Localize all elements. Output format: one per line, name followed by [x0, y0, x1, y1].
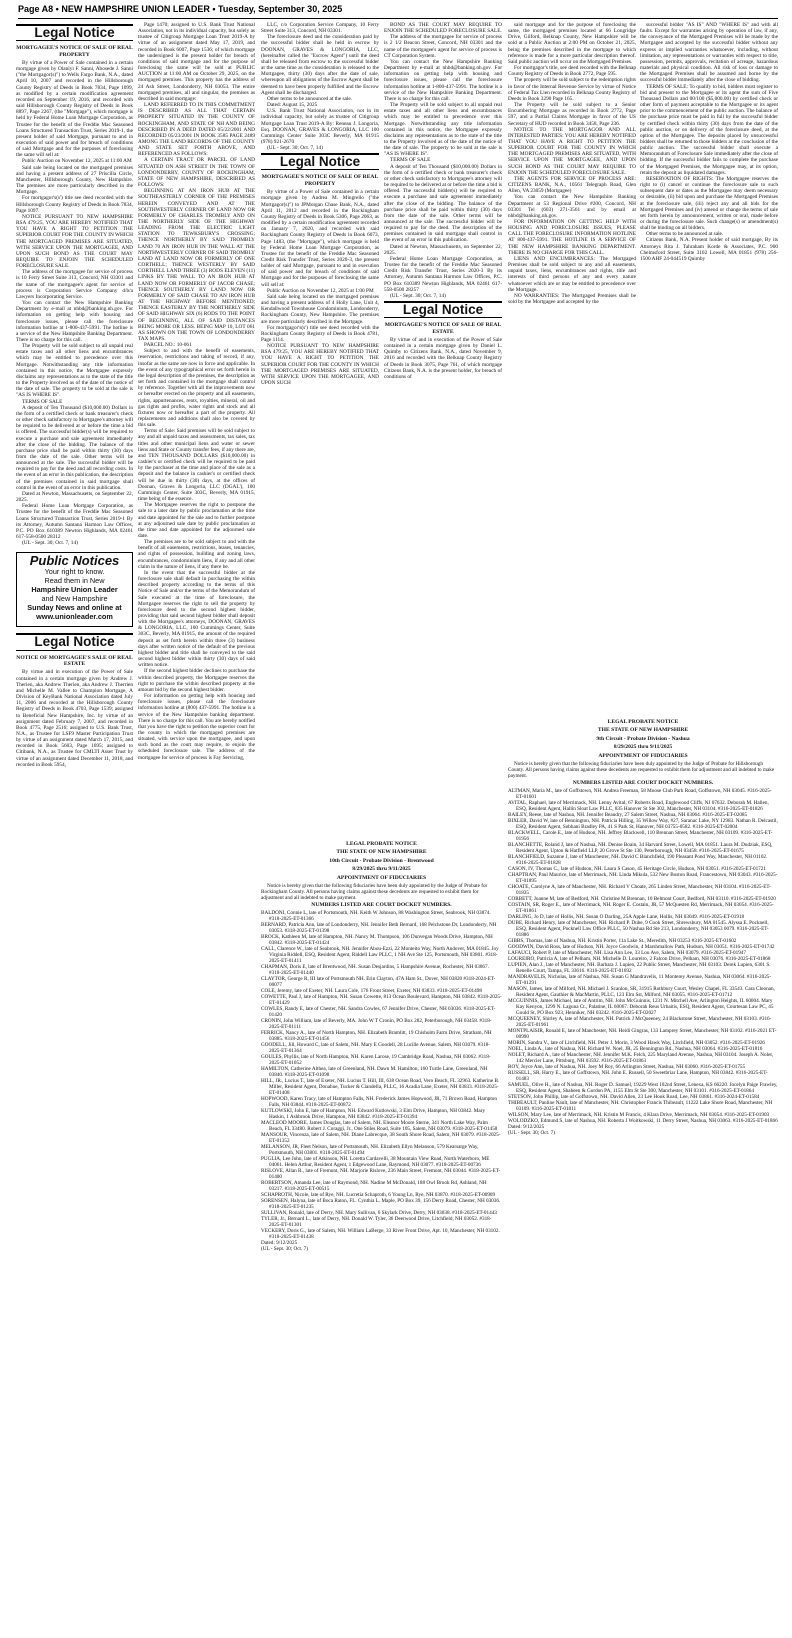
- probate-title: LEGAL PROBATE NOTICE: [346, 841, 417, 847]
- notice-paragraph: For information on getting help with housing and foreclosure issues, please call the foreclosure information hotline at (800) 437-5991. The hotline is a service of the New Hampshire banking department. There is no charge for this call. You are hereby notified that you have the right to petition the superior court for the county in which the mortgaged premises are situated, with service upon the mortgagee, and upon such bond as the court may require, to enjoin the scheduled foreclosure sale. The address of the mortgagee for service of process is Fay Servicing,: [138, 693, 255, 761]
- probate-list-title: NUMBERS LISTED ARE COURT DOCKET NUMBERS.: [572, 780, 714, 787]
- probate-entry: MASON, James, late of Milford, NH. Michael J. Scanlon, SR, 31915 Rothbury Court, Wesley Chapel, FL 33543. Cara Cloonan, Resident Agent, Gauthier & MacMartin, PLLC, 123 Elm Sst, Milford, NH 03055. #316-2025-ET-01712: [508, 986, 775, 999]
- probate-entry: COWETTE, Paul J, late of Hampton, NH. Susan Cowette, 813 Ocean Boulevard, Hampton, NH 03842. #318-2025-ET-01429: [261, 994, 502, 1007]
- notice-paragraph: For mortgagor's(s') title see deed recorded with the Rockingham County Registry of Deeds in Book 4781, Page 1114.: [261, 324, 379, 343]
- notice-paragraph: A deposit of Ten Thousand ($10,000.00) Dollars in the form of a certified check or bank treasurer's check or other check satisfactory to Mortgagee's attorney will be required to be delivered at or before the time a bid is offered. The successful bidder(s) will be required to execute a purchase and sale agreement immediately after the close of the bidding. The balance of the purchase price shall be paid within thirty (30) days from the date of the sale. Other terms will be announced at the sale. The successful bidder will be required to pay for the deed and all recording costs. In the event of an error in this publication, the description of the premises contained in said mortgage shall control in the event of an error in this publication.: [16, 404, 133, 491]
- probate-entry: KUTLOWSKI, John E, late of Hampton, NH. Edward Kutlowski, 3 Elm Drive, Hampton, NH 03842. Mary Haskin, 1 Ashbrook Drive, Hampton, NH 03842. #318-2025-ET-01394: [261, 1108, 486, 1121]
- legal-notice-heading: Legal Notice: [261, 153, 379, 170]
- notice-paragraph: (UL - Sept. 30; Oct. 7, 14): [22, 540, 78, 547]
- notice-paragraph: TERMS OF SALE: [22, 398, 63, 405]
- notice-title: MORTGAGEE'S NOTICE OF SALE OF REAL PROPERTY: [16, 45, 133, 58]
- probate-entries: [508, 788, 778, 1124]
- promo-line: Read them in New: [44, 576, 105, 586]
- probate-entry: MANDRAVELIS, Nicholas, late of Nashua, NH. Susan G Mandravelis, 11 Monterey Avenue, Nashua, NH 03064. #316-2025-ET-01291: [508, 974, 772, 987]
- probate-entry: MANSOUR, Vincenza, late of Salem, NH. Diane Labrecque, 38 South Shore Road, Salem, NH 03079. #318-2025-ET-01352: [261, 1132, 501, 1145]
- probate-entry: COWLES, Randy E, late of Chester, NH. Sandra Cowles, 67 Jennifer Drive, Chester, NH 03036. #318-2025-ET-01420: [261, 1006, 496, 1019]
- probate-notice-nashua: [508, 718, 778, 1630]
- notice-title: MORTGAGEE'S NOTICE OF SALE OF REAL ESTATE: [384, 322, 502, 335]
- probate-entry: CRONIN, John William, late of Beverly, MA. John W T Cronin, PO Box 282, Peterborough, NH 03458. #318-2025-ET-01111: [261, 1018, 492, 1031]
- probate-entry: MCQUEENEY, Shirley A, late of Manchester, NH. Patrick J McQueeney, 24 Blackstone Street, Manchester, NH 03103. #316-2025-ET-01961: [508, 1016, 772, 1029]
- probate-entry: BALDONI, Connie L, late of Portsmouth, NH. Keith W Johnson, 88 Washington Street, Seabrook, NH 03874. #318-2025-ET-01366: [261, 910, 491, 923]
- probate-entry: MACLEOD MOORE, James Douglas, late of Salem, NH. Eleanor Moore Sterne, 341 North Lake Way, Palm Beach, FL 33480. Robert J. Coraggi, Jr., One Stiles Road, Suite 105, Salem, NH 03079. #318-2025-ET-01458: [261, 1120, 498, 1133]
- notice-body: [16, 60, 133, 546]
- notice-paragraph: The premises are to be sold subject to and with the benefit of all easements, restrictions, leases, tenancies, and rights of possession, building and zoning laws, encumbrances, condominium liens, if any and all other claim in the nature of liens, if any there be.: [138, 539, 255, 570]
- notice-paragraph: Other terms to be announced at the sale.: [267, 95, 353, 102]
- probate-entry: RISLOVE, Allan R., late of Fremont, NH. Marjorie Rislove, 236 Main Street, Fremont, NH 03044. #318-2025-ET-01400: [261, 1168, 501, 1181]
- probate-entry: ALTMAN, Maria M., late of Goffstown, NH. Andrea Freeman, 58 Moose Club Park Road, Goffstown, NH 03045. #316-2025-ET-01601: [508, 788, 772, 801]
- notice-paragraph: Subject to and with the benefit of easements, reservation, restrictions and taking of record, if any, insofar as the same are now in force and applicable. In the event of any typographical error set forth herein in the legal description of the premises, the description as set forth and contained in the mortgage shall control by reference. Together with all the improvements now or hereafter erected on the property and all easements, rights, appurtenances, rents, royalties, mineral, oil and gas rights and profits, water rights and stock and all fixtures now or hereafter a part of the property. All replacements and additions shall also be covered by this sale.: [138, 348, 255, 429]
- notice-paragraph: Dated at Newton, Massachusetts, on September 22, 2025.: [384, 243, 502, 256]
- notice-paragraph: (UL - Sept. 30; Oct. 7, 14): [390, 292, 446, 299]
- promo-line: Hampshire Union Leader: [31, 585, 118, 595]
- probate-entry: ROBERTSON, Amanda Lee, late of Raymond, NH. Nadine M McDonald, 188 Owl Brook Rd, Ashland, NH 03217. #318-2025-ET-00515: [261, 1180, 487, 1193]
- notice-body: [508, 22, 636, 305]
- notice-paragraph: A CERTAIN TRACT OR PARCEL OF LAND SITUATED ON ASH STREET IN THE TOWN OF LONDONDERRY, COUNTY OF ROCKINGHAM, STATE OF NEW HAMPSHIRE, DESCRIBED AS FOLLOWS:: [138, 157, 255, 189]
- probate-entry: HILL, JR., Lucius T., late of Exeter, NH. Lucius T. Hill, III, 638 Ocean Road, Vero Beach, FL 32963. Katherine B. Miller, Resident Agent, Donahue, Tucker & Ciandella, PLLC, 16 Acadia Lane, Exeter, NH 03833. #318-2025-ET-01408: [261, 1078, 500, 1097]
- notice-paragraph: Terms of Sale: Said premises will be sold subject to any and all unpaid taxes and assessments, tax sales, tax titles and other municipal liens and water or sewer liens and State or County transfer fees, if any there are, and TEN THOUSAND DOLLARS ($10,000.00) in cashier's or certified check will be required to be paid by the purchaser at the time and place of the sale as a deposit and the balance in cashier's or certified check will be due in thirty (30) days, at the offices of Doonan, Graves & Longoria, LLC (DGAL'), 100 Cummings Center, Suite 303C, Beverly, MA 01915, time being of the essence.: [138, 428, 255, 503]
- promo-title: Public Notices: [29, 553, 120, 569]
- notice-paragraph: The Property will be sold subject to all unpaid real estate taxes and all other liens and encumbrances which may be entitled to precedence over this Mortgage. Notwithstanding any title information contained in this notice, the Mortgagee expressly disclaims any representations as to the state of the title to the Property involved as of the date of the notice of the date of sale. The property to be sold at the sale is "AS IS WHERE IS".: [384, 102, 502, 158]
- probate-entry: NOEL, Linda A., late of Nashua, NH. Richard W. Noel, JR, 25 Bennington Rd., Nashua, NH 03064. #316-2025-ET-01816: [508, 1046, 763, 1053]
- legal-notice-heading: Legal Notice: [16, 24, 133, 41]
- probate-entry: SORENSEN, Halyna, late of Boca Raton, FL. Cynthia L. Maple, PO Box 39, 156 Derry Road, Chester, NH 03036. #318-2025-ET-01235: [261, 1198, 501, 1211]
- probate-entry: BIXLER, David W, late of Bennington, NH. Patricia Hilling, 35 Willow Way, #27, Saranac Lake, NY 12983. Nathan R. Delcastil, ESQ, Resident Agent, Sobhani Bradley PA, 41 S Park St, Hanover, NH 03755-0582. #316-2025-ET-02004: [508, 818, 778, 831]
- column-4: [384, 22, 502, 834]
- notice-paragraph: Other terms to be announced at sale.: [646, 231, 724, 238]
- notice-paragraph: FOR INFORMATION ON GETTING HELP WITH HOUSING AND FORECLOSURE ISSUES, PLEASE CALL THE FORECLOSURE INFORMATION HOTLINE AT 800-437-5991. THE HOTLINE IS A SERVICE OF THE NEW HAMPSHIRE BANKING DEPARTMENT. THERE IS NO CHARGE FOR THIS CALL.: [508, 219, 636, 256]
- notice-paragraph: Said sale being located on the mortgaged premises and having a present address of 4 Holly Lane, Unit 4, Kendallwood Townhouse Condominium, Londonderry, Rockingham County, New Hampshire. The premises are more particularly described in the Mortgage.: [261, 293, 379, 325]
- probate-entry: COSTAIN, SR, Roger E., late of Merrimack, NH. Roger E. Costain, JR, 57 McQuesten Rd, Merrimack, NH 03054. #316-2025-ET-01861: [508, 902, 774, 915]
- notice-title: NOTICE OF MORTGAGEE'S SALE OF REAL ESTATE: [16, 654, 133, 668]
- probate-entry: DUBE, Richard Henry, late of Manchester, NH. Richard P. Dube, 9 Cook Street, Shrewsbury, MA 01545. Alyssa E. Pocknell, ESQ, Resident Agent, Pocknell Law Office PLLC, 50 Nashua Rd Ste 213, Londonderry, NH 03053 0079. #316-2025-ET-01886: [508, 920, 769, 939]
- notice-body: [384, 337, 502, 380]
- probate-section: APPOINTMENT OF FIDUCIARIES: [336, 874, 427, 881]
- notice-paragraph: LLC, c/o Corporation Service Company, 10 Ferry Street Suite 313, Concord, NH 03301.: [261, 22, 379, 35]
- page-header: [18, 4, 778, 19]
- notice-paragraph: RESERVATION OF RIGHTS: The Mortgagee reserves the right to (i) cancel or continue the foreclosure sale to such subsequent date or dates as the Mortgagee may deem necessary or desirable, (ii) bid upon and purchase the Mortgaged Premises at the foreclosure sale, (iii) reject any and all bids for the Mortgaged Premises and (iv) amend or change the terms of sale set forth herein by announcement, written or oral, made before or during the foreclosure sale. Such change(s) or amendment(s) shall be binding on all bidders.: [640, 175, 778, 232]
- notice-paragraph: U.S. Bank Trust National Association, not in its individual capacity, but solely as trustee of Citigroup Mortgage Loan Trust 2019-A By: Reneau J. Longoria, Esq. DOONAN, GRAVES & LONGORIA, LLC 100 Cummings Center Suite 303C Beverly, MA 01915 (978) 921-2670: [261, 108, 379, 145]
- probate-entry: MORIN, Sandra V., late of Litchfield, NH. Peter J. Morin, 3 Wood Hawk Way, Litchfield, NH 03052. #316-2025-ET-01926: [508, 1040, 765, 1047]
- notice-paragraph: Federal Home Loan Mortgage Corporation, as Trustee for the benefit of the Freddie Mac Seasoned Credit Risk Transfer Trust, Series 2020-3 By its Attorney, Autumn Santana Harmon Law Offices, P.C. PO Box 610389 Newton Highlands, MA 02461 617-558-0500 28257: [384, 255, 502, 293]
- notice-paragraph: You can contact the New Hampshire Banking Department by e-mail at nhbd@banking.nh.gov. For information on getting help with housing and foreclosure issues, please call the foreclosure information hotline at 1-800-437-5991. The hotline is a service of the New Hampshire Banking Department. There is no charge for this call.: [16, 300, 133, 343]
- notice-paragraph: Public Auction on November 12, 2025 at 1:00 PM: [267, 287, 374, 294]
- probate-run-dates: (UL - Sept. 30; Oct. 7): [508, 1130, 555, 1137]
- probate-state: THE STATE OF NEW HAMPSHIRE: [597, 727, 689, 734]
- probate-dates: 8/29/2025 thru 9/11/2025: [613, 744, 673, 751]
- probate-entry: SAMUEL, Olive H., late of Nashua, NH. Roger D. Samuel, 19229 West 102nd Street, Lenexa, KS 66220. Jocelyn Paige Frawley, ESQ, Resident Agent, Shaheen & Gordon PA, 1155 Elm St Ste 300, Manchester, NH 03101. #316-2025-ET-01864: [508, 1082, 778, 1095]
- probate-entry: LOUREIRO, Patricia A, late of Pelham, NH. Michelle D. Loureiro, 2 Falcon Drive, Pelham, NH 03076. #316-2025-ET-01868: [508, 956, 771, 963]
- notice-paragraph: Page 1470; assigned to U.S. Bank Trust National Association, not in its individual capacity, but solely as trustee of Citigroup Mortgage Loan Trust 2019-A by virtue of an assignment dated May 17, 2019, and recorded in Book 6007, Page 1536; of which mortgage the undersigned is the present holder for breach of conditions of said mortgage and for the purpose of foreclosing the same will be sold at PUBLIC AUCTION at 11:00 AM on October 29, 2025, on the mortgaged premises. This property has the address of 24 Ash Street, Londonderry, NH 03053. The entire mortgaged premises, all and singular, the premises as described in said mortgage:: [138, 22, 255, 102]
- probate-entry: MCGUINNIS, James Michael, late of Antrim, NH. John McGuinnis, 1231 N. Mitchell Ave, Arlington Heights, IL 60004. Mary Kay Kenyon, 1299 N. Laguna Ct., Palatine, IL 60067. Deborah Reus Urbaitis, ESQ, Resident Agent, Courtesan Law PC, 45 Gould St, PO Box 923, Henniker, NH 03242. #316-2025-ET-02027: [508, 998, 774, 1017]
- probate-entry: DARLING, Jo D, late of Hollis, NH. Susan O Darling, 25A Apple Lane, Hollis, NH 03049. #316-2025-ET-01918: [508, 914, 745, 921]
- probate-entry: VECKERY, Doris G., late of Salem, NH. William LaBerge, 33 River Front Drive, Apt. 10, Manchester, NH 03102. #318-2025-ET-01438: [261, 1228, 500, 1241]
- notice-paragraph: NOTICE PURSUANT TO NEW HAMPSHIRE RSA 479:25, YOU ARE HEREBY NOTIFIED THAT YOU HAVE A RIGHT TO PETITION THE SUPERIOR COURT FOR THE COUNTY IN WHICH THE MORTGAGED PREMISES ARE SITUATED, WITH SERVICE UPON THE MORTGAGEE, AND UPON SUCH BOND AS THE COURT MAY REQUIRE TO ENJOIN THE SCHEDULED FORECLOSURE SALE.: [16, 213, 133, 270]
- notice-paragraph: TERMS OF SALE: To qualify to bid, bidders must register to bid and present to the Mortgagee or its agent the sum of Five Thousand Dollars and 00/100 ($5,000.00) by certified check or other form of payment acceptable to the Mortgagee or its agent prior to the commencement of the public auction. The balance of the purchase price must be paid in full by the successful bidder by certified check within thirty (30) days from the date of the public auction, or on delivery of the foreclosure deed, at the option of the Mortgagee. The deposits placed by unsuccessful bidders shall be returned to those bidders at the conclusion of the public auction. The successful bidder shall execute a Memorandum of Foreclosure Sale immediately after the close of bidding. If the successful bidder fails to complete the purchase of the Mortgaged Premises, the Mortgagee may, at its option, retain the deposit as liquidated damages.: [640, 83, 778, 176]
- probate-entry: CASON, IV, Thomas C., late of Hudson, NH. Laura S Cason, 45 Heritage Circle, Hudson, NH 03051. #316-2025-ET-01721: [508, 866, 766, 873]
- probate-title: LEGAL PROBATE NOTICE: [607, 719, 679, 725]
- notice-body: [261, 189, 379, 386]
- notice-paragraph: The Mortgagee reserves the right to postpone the sale to a later date by public proclamation at the time and date appointed for the sale and to further postpone at any adjourned sale date by public proclamation at the time and date appointed for the adjourned sale date.: [138, 502, 255, 539]
- probate-dated: Dated: 9/12/2025: [508, 1124, 545, 1131]
- probate-entry: THIBEAULT, Pauline Nault, late of Manchester, NH. Christopher Francis Thibeault, 11222 Lake Shore Road, Manchester, NH 03109. #316-2025-ET-01811: [508, 1100, 773, 1113]
- notice-paragraph: NOTICE TO THE MORTGAGOR AND ALL INTERESTED PARTIES: YOU ARE HEREBY NOTIFIED THAT YOU HAVE A RIGHT TO PETITION THE SUPERIOR COURT FOR THE COUNTY IN WHICH THE MORTGAGED PREMISES ARE SITUATED, WITH SERVICE UPON THE MORTGAGEE, AND UPON SUCH BOND AS THE COURT MAY REQUIRE TO ENJOIN THE SCHEDULED FORECLOSURE SALE.: [508, 126, 636, 176]
- promo-line: and New Hampshire: [41, 594, 108, 604]
- notice-paragraph: NOTICE PURSUANT TO NEW HAMPSHIRE RSA 479:25, YOU ARE HEREBY NOTIFIED THAT YOU HAVE A RIGHT TO PETITION THE SUPERIOR COURT FOR THE COUNTY IN WHICH THE MORTGAGED PREMISES ARE SITUATED, WITH SERVICE UPON THE MORTGAGEE, AND UPON SUCH: [261, 343, 379, 387]
- notice-title: MORTGAGEE'S NOTICE OF SALE OF REAL PROPERTY: [261, 174, 379, 187]
- notice-paragraph: successful bidder "AS IS" AND "WHERE IS" and with all faults. Except for warranties arising by operation of law, if any, the conveyance of the Mortgaged Premises will be made by the Mortgagee and accepted by the successful bidder without any express or implied warranties whatsoever, including, without limitation, any representations or warranties with respect to title, possession, permits, approvals, recitation of acreage, hazardous materials and physical condition. All risk of loss or damage to the Mortgaged Premises shall be assumed and borne by the successful bidder immediately after the close of bidding.: [640, 22, 778, 84]
- notice-paragraph: THE AGENTS FOR SERVICE OF PROCESS ARE: CITIZENS BANK, N.A., 10561 Telegraph Road, Glen Allen, VA 23059 (Mortgagee): [508, 175, 636, 195]
- promo-link[interactable]: www.unionleader.com: [36, 612, 113, 622]
- legal-notice-heading: Legal Notice: [16, 633, 133, 650]
- probate-entry: HAMILTON, Catherine Althea, late of Greenland, NH. Dawn M. Hamilton, 160 Turtle Lane, Greenland, NH 03840. #318-2025-ET-01098: [261, 1066, 488, 1079]
- column-1: [16, 22, 133, 1634]
- column-5: [508, 22, 636, 712]
- probate-court: 9th Circuit - Probate Division - Nashua: [596, 735, 690, 742]
- probate-entry: CLAYTOR, George R, III late of Portsmouth NH. Erin Clayton, 47A Ham St., Dover, NH 03820 #318-2024-ET-00077: [261, 976, 496, 989]
- notice-body: [640, 22, 778, 262]
- notice-paragraph: Citizens Bank, N.A. Present holder of said mortgage, By its Attorneys Rita J. Tahraham Korde & Associates, P.C. 900 Chelmsford Street, Suite 3102 Lowell, MA 01851 (978) 256-1500 AHF 24-044519 Quimby: [640, 237, 778, 262]
- public-notices-promo: [16, 552, 133, 627]
- notice-paragraph: You can contact the New Hampshire Banking Department at 53 Regional Drive #200, Concord, NH 03301 Tel (603) 271-3561 and by email at nhbd@banking.nh.gov.: [508, 194, 636, 219]
- probate-entry: HOPWOOD, Karen Tracy, late of Hampton Falls, NH. Frederick James Hopwood, JR, 71 Brown Road, Hampton Falls, NH 03844. #318-2025-ET-00872: [261, 1096, 497, 1109]
- probate-intro: Notice is hereby given that the following fiduciaries have been duly appointed by the Judge of Probate for Rockingham County. All persons having claims against these decedents are requested to exhibit them for adjustment and all indebted to make payment.: [261, 883, 488, 902]
- probate-entry: BROCK, Kathleen M, late of Hampton, NH. Nancy M. Thompson, 106 Dunvegan Woods Drive, Hampton, NH 03842. #318-2025-ET-01424: [261, 934, 493, 947]
- probate-entry: LAFAUCI, Robert P, late of Manchester, NH. Lisa Ann Lee, 33 Lou Ave, Salem, NH 03079. #316-2025-ET-01947: [508, 950, 746, 957]
- probate-dates: 8/29/2025 thru 9/11/2025: [352, 866, 411, 873]
- notice-paragraph: If the second highest bidder declines to purchase the within described property, the Mortgagee reserves the right to purchase the within described property at the amount bid by the second highest bidder.: [138, 668, 255, 693]
- notice-paragraph: By virtue and in execution of the Power of Sale contained in a certain mortgage given by Andrew J. Therien, aka Andrew Therien, aka Andrew J. Therrien and Michelle M. Vallee to Champion Mortgage, A Division of KeyBank National Association dated July 11, 2006 and recorded at the Hillsborough County Registry of Deeds in Book 4703, Page 1539; assigned to Beneficial New Hampshire, Inc. by virtue of an assignment dated February 7, 2007, and recorded in Book 4775, Page 2516; assigned to U.S. Bank Trust, N.A., as Trustee for LSF9 Master Participation Trust by virtue of an assignment dated March 17, 2015, and recorded in Book 5603, Page 1695; assigned to Citibank, N.A., as Trustee for CMLTI Asset Trust by virtue of an assignment dated December 11, 2018, and recorded in Book 5954,: [16, 669, 133, 768]
- probate-entry: LUPIEN, Alan J., late of Manchester, NH. Barbara J. Lupien, 22 Public Street, Manchester, NH 03103. Derek Lupien, 6301 S. Renelle Court, Tampa, FL 33616. #316-2025-ET-01692: [508, 962, 771, 975]
- notice-body: [138, 22, 255, 761]
- notice-body: [384, 22, 502, 299]
- probate-entries: [261, 910, 502, 1240]
- notice-paragraph: A deposit of Ten Thousand ($10,000.00) Dollars in the form of a certified check or bank treasurer's check or other check satisfactory to Mortgagee's attorney will be required to be delivered at or before the time a bid is offered. The successful bidder(s) will be required to execute a purchase and sale agreement immediately after the close of the bidding. The balance of the purchase price shall be paid within thirty (30) days from the date of the sale. Other terms will be announced at the sale. The successful bidder will be required to pay for the deed. The description of the premises contained in said mortgage shall control in the event of an error in this publication.: [384, 163, 502, 244]
- notice-paragraph: For mortgagor's(s') title see deed recorded with the Hillsborough County Registry of Deeds in Book 7834, Page 1097.: [16, 195, 133, 214]
- probate-list-title: NUMBERS LISTED ARE COURT DOCKET NUMBERS.: [311, 902, 452, 909]
- notice-paragraph: BOND AS THE COURT MAY REQUIRE TO ENJOIN THE SCHEDULED FORECLOSURE SALE.: [384, 22, 502, 35]
- legal-notice-heading: Legal Notice: [384, 301, 502, 318]
- notice-paragraph: The foreclosure deed and the consideration paid by the successful bidder shall be held in escrow by DOONAN, GRAVES & LONGORIA, LLC, (hereinafter called the "Escrow Agent") until the deed shall be released from escrow to the successful bidder at the same time as the consideration is released to the Mortgagee, thirty (30) days after the date of sale, whereupon all obligations of the Escrow Agent shall be deemed to have been properly fulfilled and the Escrow Agent shall be discharged.: [261, 34, 379, 96]
- probate-entry: CHOATE, Carolyne A, late of Manchester, NH. Richard V Choate, 265 Linden Street, Manchester, NH 03104. #316-2025-ET-01835: [508, 884, 771, 897]
- probate-entry: WILSON, Mary Lee, late of Merrimack, NH. Kristin M Francis, 4 Klara Drive, Merrimack, NH 03054. #316-2025-ET-01903: [508, 1112, 770, 1119]
- probate-entry: NOLET, Richard A., late of Manchester, NH. Jennifer M.K. Felch, 225 Maryland Avenue, Nashua, NH 03104. Joseph A. Nolet, 142 Mercier Lane, Pittsburg, NH 03592. #316-2025-ET-01863: [508, 1052, 774, 1065]
- promo-line: Your right to know.: [44, 567, 105, 577]
- probate-entry: WOLODZKO, Edmund S, late of Nashua, NH. Roberta J Woitkowski, 11 Derry Street, Nashua, NH 03063. #316-2025-ET-01866: [508, 1118, 778, 1125]
- probate-entry: SULLIVAN, Ronald, late of Derry, NH. Mary Sullivan, 6 Skylark Drive, Derry, NH 03038. #318-2025-ET-01443: [261, 1210, 497, 1217]
- notice-paragraph: (UL - Sept. 30; Oct. 7, 14): [267, 145, 323, 152]
- notice-paragraph: By virtue of a Power of Sale contained in a certain mortgage given by Andrea M. Mingrello ("the Mortgagor(s)") to JPMorgan Chase Bank, N.A., dated April 11, 2012 and recorded in the Rockingham County Registry of Deeds in Book 5306, Page 2063, as modified by a certain modification agreement recorded on January 7, 2020, and recorded with said Rockingham County Registry of Deeds in Book 6073, Page 1483, (the "Mortgage"), which mortgage is held by Federal Home Loan Mortgage Corporation, as Trustee for the benefit of the Freddie Mac Seasoned Credit Risk Transfer Trust, Series 2020-3, the present holder of said Mortgage, pursuant to and in execution of said power and for breach of conditions of said Mortgage and for the purposes of foreclosing the same will sell at:: [261, 189, 379, 288]
- notice-paragraph: Public Auction on November 12, 2025 at 11:00 AM: [22, 158, 132, 165]
- probate-entry: GOODELL, Jill, Howard C, late of Salem, NH. Mary E Goodell, 28 Lucille Avenue, Salem, NH 03079. #318-2025-ET-01364: [261, 1042, 490, 1055]
- notice-paragraph: By virtue of and in execution of the Power of Sale contained in a certain mortgage given by Daniel L. Quimby to Citizens Bank, N.A., dated November 9, 2016 and recorded with the Belknap County Registry of Deeds in Book 3075, Page 761, of which mortgage Citizens Bank, N.A. is the present holder, for breach of conditions of: [384, 337, 502, 380]
- probate-entry: BERNARD, Patricia Ann, late of Londonderry, NH. Jennifer Beth Bernard, 168 Pelchstone Dr, Londonderry, NH 03053. #318-2025-ET-01398: [261, 922, 497, 935]
- notice-paragraph: BEGINNING AT AN IRON HUB AT THE SOUTHEASTERLY CORNER OF THE PREMISES HEREIN CONVEYED AND AT THE SOUTHWESTERLY CORNER OF LAND NOW OR FORMERLY OF CHARLES TROMBLY AND ON THE NORTHERLY SIDE OF THE HIGHWAY LEADING FROM THE ELECTRIC LIGHT STATION TO TEWKSBURY'S CROSSING; THENCE NORTHERLY BY SAID TROMBLY LAND 70 AN IRON HUB IN THE WALL AT THE NORTHWESTERLY CORNER OF SAID TROMBLY LAND AT LAND NOW OR FORMERLY OF ONE CORTHELL; THENCE WESTERLY BY SAID CORTHELL LAND THREE (3) RODS ELEVEN (11) LINKS BY THE WALL TO AN IRON HUB AT LAND NOW OR FORMERLY OF JACOB CHASE; THENCE SOUTHERLY BY LAND NOW OR FORMERLY OF SAID CHASE TO AN IRON HUB AT THE HIGHWAY BEFORE MENTIONED; THENCE EASTERLY BY THE NORTHERLY SIDE OF SAID HIGHWAY SIX (6) RODS TO THE POINT OF BEGINNING, ALL OF SAID DISTANCES BEING MORE OR LESS. BEING MAP 10, LOT 061 AS SHOWN ON THE TOWN OF LONDONDERRY TAX MAPS.: [138, 188, 255, 342]
- notice-paragraph: TERMS OF SALE: [390, 157, 431, 164]
- probate-entry: FERRICK, Nancy A., late of North Hampton, NH. Elizabeth Bramlitt, 19 Chisholm Farm Drive, Stratham, NH 03885. #318-2025-ET-01456: [261, 1030, 492, 1043]
- probate-intro: Notice is hereby given that the following fiduciaries have been duly appointed by the Judge of Probate for Hillsborough County. All persons having claims against these decedents are requested to exhibit them for adjustment and all indebted to make payment.: [508, 761, 775, 780]
- probate-entry: SCHAPROTH, Nicole, late of Rye, NH. Lucretia Schaproth, 6 Young Ln, Rye, NH 03870. #318-2025-ET-00909: [261, 1192, 496, 1199]
- notice-paragraph: Dated at Newton, Massachusetts, on September 22, 2025.: [16, 490, 133, 504]
- column-3: [261, 22, 379, 834]
- page-header-label: Page A8 • NEW HAMPSHIRE UNION LEADER • Tuesday, September 30, 2025: [18, 4, 343, 14]
- probate-entry: BLANCHETTE, Roland J, late of Nashua, NH. Denise Boain, 34 Harvard Street, Lowell, MA 01851. Laura M. Dudziak, ESQ, Resident Agent, Upton & Hatfield LLP, 20 Grove St Ste 130, Peterborough, NH 03458. #316-2025-ET-01675: [508, 842, 773, 855]
- notice-paragraph: Said sale being located on the mortgaged premises and having a present address of 27 Priscilla Circle, Manchester, Hillsborough County, New Hampshire. The premises are more particularly described in the Mortgage.: [16, 164, 133, 196]
- notice-paragraph: The property will be sold subject to the redemption rights in favor of the Internal Revenue Service by virtue of Notice of Federal Tax Lien recorded in Belknap County Registry of Deeds in Book 3290 Page 165.: [508, 77, 636, 102]
- notice-paragraph: The Property will be sold subject to all unpaid real estate taxes and all other liens and encumbrances which may be entitled to precedence over this Mortgage. Notwithstanding any title information contained in this notice, the Mortgagee expressly disclaims any representations as to the state of the title to the Property involved as of the date of the notice of the date of sale. The property to be sold at the sale is "AS IS WHERE IS".: [16, 343, 133, 399]
- notice-paragraph: The Property will be sold subject to a Senior Encumbering Mortgage as recorded in Book 2772, Page 597, and a Partial Claims Mortgage in favor of the US Secretary of HUD recorded in Book 3458, Page 236.: [508, 102, 636, 127]
- notice-paragraph: Dated: August 15, 2025: [267, 102, 318, 109]
- promo-line: Sunday News and online at: [27, 603, 122, 613]
- probate-entry: GOULES, Phyllis, late of North Hampton, NH. Karen Larose, 19 Cambridge Road, Nashua, NH 03062. #318-2025-ET-01052: [261, 1054, 491, 1067]
- notice-paragraph: For mortgagor's title, see deed recorded with the Belknap County Registry of Deeds in Book 2772, Page 595.: [508, 65, 636, 78]
- notice-paragraph: LAND REFERRED TO IN THIS COMMITMENT IS DESCRIBED AS ALL THAT CERTAIN PROPERTY SITUATED IN THE COUNTY OF ROCKINGHAM, AND STATE OF NH AND BEING DESCRIBED IN A DEED DATED 05/22/2001 AND RECORDED 05/23/2001 IN BOOK 3585 PAGE 2489 AMONG THE LAND RECORDS OF THE COUNTY AND STATE SET FORTH ABOVE, AND REFERENCED AS FOLLOWS:: [138, 102, 255, 158]
- probate-notice-brentwood: [261, 840, 502, 1630]
- probate-entry: CHAPMAN, Doris E, late of Brentwood, NH. Susan Desjardins, 5 Hampshire Avenue, Rochester, NH 03867. #318-2025-ET-01440: [261, 964, 489, 977]
- notice-body: [16, 669, 133, 768]
- probate-entry: RUSSELL, SR, Harry E., late of Goffstown, NH. John E. Russell, 50 Sweetbriar Lane, Hampton, NH 03842. #316-2025-ET-01483: [508, 1070, 768, 1083]
- probate-entry: MELANSON, JR, Fleet Nelson, late of Portsmouth, NH. Elizabeth Ellyn Melanson, 579 Kearsarge Way, Portsmouth, NH 03801. #318-2025-ET-01494: [261, 1144, 479, 1157]
- notice-paragraph: Federal Home Loan Mortgage Corporation, as Trustee for the benefit of the Freddie Mac Seasoned Loans Structured Transaction Trust, Series 2019-1 By its Attorney, Autumn Santana Harmon Law Offices, P.C. PO Box 610389 Newton Highlands, MA 02461 617-558-0500 28312: [16, 503, 133, 540]
- probate-entry: GOODWIN, David Ross, late of Hudson, NH. Joyce Goodwin, 4 Marshmallow Path, Hudson, NH 03051. #316-2025-ET-01742: [508, 944, 775, 951]
- probate-entry: PUGLIA, Lee John, late of Atkinson, NH. Loretta Cardavelli, 38 Mountain View Road, North Waterboro, ME 04061. Helen Arthur, Resident Agent, 1 Edgewood Lane, Raymond, NH 03077. #318-2025-ET-00736: [261, 1156, 490, 1169]
- notice-paragraph: NO WARRANTIES: The Mortgaged Premises shall be sold by the Mortgagee and accepted by the: [508, 292, 636, 306]
- notice-paragraph: said mortgage and for the purpose of foreclosing the same, the mortgaged premises located at 66 Longridge Drive, Gilford, Belknap County, New Hampshire will be sold at a Public Auction at 2:00 PM on October 21, 2025, being the premises described in the mortgage to which reference is made for a more particular description thereof. Said public auction will occur on the Mortgaged Premises.: [508, 22, 636, 65]
- probate-entry: COLE, Jeremy, late of Exeter, NH. Laura Cole, 176 Front Street, Exeter, NH 03833. #318-2025-ET-01498: [261, 988, 482, 995]
- probate-entry: AVITAL, Raphael, late of Merrimack, NH. Lenny Avital, 67 Roberts Road, Englewood Cliffs, NJ 07632. Deborah M. Hallen, ESQ, Resident Agent, Hallin Sloat Law PLLC, 835 Hanover St Ste 302, Manchester, NH 03104. #316-2025-ET-01826: [508, 800, 769, 813]
- notice-body: [261, 22, 379, 151]
- probate-entry: BLANCHFIELD, Suzanne J, late of Manchester, NH. David C Blanchfield, 190 Pleasant Pond Way, Manchester, NH 01102. #316-2025-ET-01828: [508, 854, 768, 867]
- column-2: [138, 22, 255, 1634]
- probate-entry: CHAPTRAN, Paul Maurice, late of Merrimack, NH. Linda Mikula, 532 New Boston Road, Francestown, NH 03043. #316-2025-ET-01895: [508, 872, 778, 885]
- notice-paragraph: The address of the mortgagee for service of process is 2 1/2 Beacon Street, Concord, NH 03301 and the name of the mortgagee's agent for service of process is CT Corporation System.: [384, 34, 502, 59]
- notice-paragraph: By virtue of a Power of Sale contained in a certain mortgage given by Olaniyi F. Sanni, Abosede J. Sanni ("the Mortgagor(s)") to Wells Fargo Bank, N.A., dated April 10, 2007 and recorded in the Hillsborough County Registry of Deeds in Book 7834, Page 1099, as modified by a certain modification agreement recorded on September 19, 2016, and recorded with said Hillsborough County Registry of Deeds in Book 8897, Page 2267, (the "Mortgage"), which mortgage is held by Federal Home Loan Mortgage Corporation, as Trustee for the benefit of the Freddie Mac Seasoned Loans Structured Transaction Trust, Series 2019-1, the present holder of said Mortgage, pursuant to and in execution of said power and for breach of conditions of said Mortgage and for the purposes of foreclosing the same will sell at:: [16, 59, 133, 159]
- probate-entry: MONTPLAISIR, Ronald E, late of Manchester, NH. Heidi Gingras, 133 Lamprey Street, Manchester, NH 03102. #316-2021 ET-00990: [508, 1028, 777, 1041]
- probate-entry: STETSON, John Phillip, late of Goffstown, NH. David Allen, 23 Lee Hook Road, Lee, NH 03861. #316-2024-ET-01584: [508, 1094, 760, 1101]
- column-6: [640, 22, 778, 712]
- notice-paragraph: PARCEL NO.: 10-061: [144, 342, 192, 349]
- probate-entry: BAILEY, Reese, late of Nashua, NH. Jennifer Beaudry, 27 Salem Street, Nashua, NH 03064. #316-2025-ET-02085: [508, 812, 748, 819]
- probate-state: THE STATE OF NEW HAMPSHIRE: [336, 849, 427, 856]
- probate-dated: Dated: 9/12/2025: [261, 1240, 298, 1247]
- notice-paragraph: You can contact the New Hampshire Banking Department by e-mail at nhbd@banking.nh.gov. For information on getting help with housing and foreclosure issues, please call the foreclosure information hotline at 1-800-437-5991. The hotline is a service of the New Hampshire Banking Department. There is no charge for this call.: [384, 58, 502, 102]
- probate-entry: CORBETT, Joanne M, late of Bedford, NH. Christine M Brennan, 10 Belmont Court, Bedford, NH 03110. #316-2025-ET-01920: [508, 896, 776, 903]
- notice-paragraph: The address of the mortgagee for service of process is 10 Ferry Street Suite 313, Concord, NH 03301 and the name of the mortgagee's agent for service of process is Corporation Service Company d/b/a Lawyers Incorporating Service.: [16, 269, 133, 300]
- probate-entry: BLACKWELL, Carole E., late of Hudson, NH. Jeffrey Blackwell, 110 Brennan Street, Manchester, NH 03109. #316-2025-ET-01956: [508, 830, 773, 843]
- notice-paragraph: LIENS AND ENCUMBRANCES: The Mortgaged Premises shall be sold subject to any and all easements, unpaid taxes, liens, encumbrances and rights, title and interests of third persons of any and every nature whatsoever which are or may be entitled to precedence over the Mortgage.: [508, 255, 636, 293]
- probate-section: APPOINTMENT OF FIDUCIARIES: [598, 752, 688, 759]
- probate-entry: GIBBS, Thomas, late of Nashua, NH. Kristin Porter, 11a Lake St., Meredith, NH 03253 #316-2025-ET-01602: [508, 938, 737, 945]
- notice-paragraph: In the event that the successful bidder at the foreclosure sale shall default in purchasing the within described property according to the terms of this Notice of Sale and/or the terms of the Memorandum of Sale executed at the time of foreclosure, the Mortgagee reserves the right to sell the property by foreclosure deed to the second highest bidder, providing that said second highest bidder shall deposit with the Mortgagee's attorneys, DOONAN, GRAVES & LONGORIA, LLC, 100 Cummings Center, Suite 303C, Beverly, MA 01915, the amount of the required deposit as set forth herein within three (3) business days after written notice of the default of the previous highest bidder and title shall be conveyed to the said second highest bidder within thirty (30) days of said written notice.: [138, 569, 255, 669]
- probate-run-dates: (UL - Sept. 30; Oct. 7): [261, 1246, 308, 1253]
- probate-entry: CALL, Clarence W., late of Seabrook, NH. Jennifer Abou-Ezzi, 22 Monteito Way, North Andover, MA 01845. Joy Virginia Riddell, ESQ, Resident Agent, Riddell Law PLLC, 1 NH Ave Ste 125, Portsmouth, NH 03801. #318-2025-ET-01411: [261, 946, 499, 965]
- probate-entry: TYLER, Jr., Bernard L., late of Derry, NH. Donald W. Tyler, 36 Deerwood Drive, Litchfield, NH 03052. #318-2025-ET-01301: [261, 1216, 492, 1229]
- probate-court: 10th Circuit - Probate Division - Brentwood: [329, 857, 434, 864]
- probate-entry: ROY, Joyce Ann, late of Nashua, NH. Joey M Roy, 66 Arlington Street, Nashua, NH 03060. #316-2025-ET-01755: [508, 1064, 746, 1071]
